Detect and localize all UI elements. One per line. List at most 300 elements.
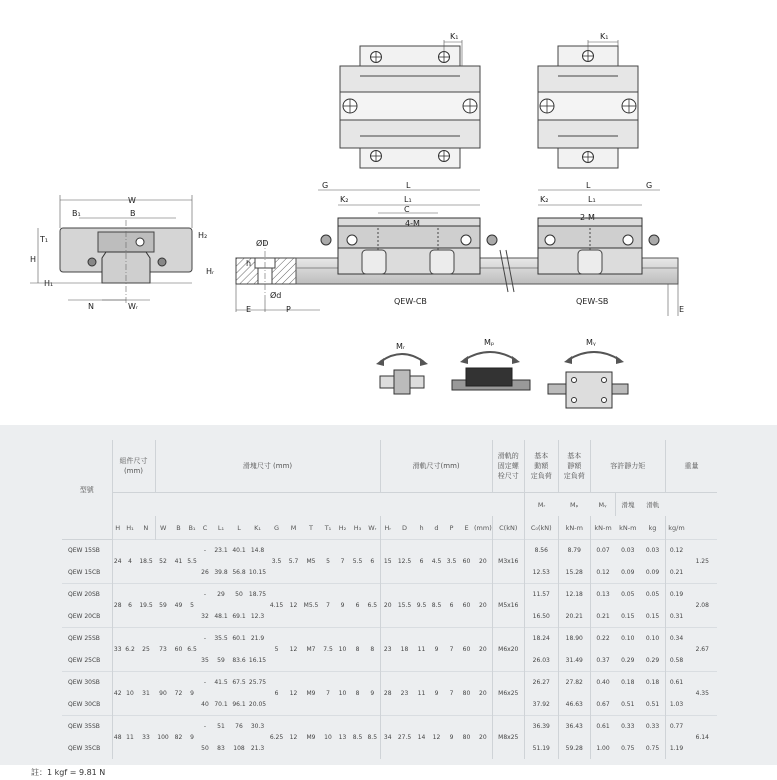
table-cell: 0.13 bbox=[590, 584, 615, 606]
label-g-right: G bbox=[646, 181, 653, 190]
column-header: L bbox=[237, 523, 241, 532]
table-cell: M9 bbox=[301, 716, 321, 760]
table-cell: 26 bbox=[201, 568, 209, 576]
label-od-small: Ød bbox=[270, 291, 282, 300]
table-cell: 6 bbox=[365, 540, 380, 584]
table-cell: 16.15 bbox=[248, 656, 267, 664]
table-cell: 3.5 bbox=[267, 540, 286, 584]
table-cell: 31 bbox=[137, 672, 155, 716]
table-cell: 60 bbox=[171, 628, 186, 672]
table-cell: 9 bbox=[444, 716, 459, 760]
table-cell: 72 bbox=[171, 672, 186, 716]
label-w: W bbox=[128, 196, 136, 205]
table-cell: 28 bbox=[380, 672, 395, 716]
table-cell: 9 bbox=[429, 672, 444, 716]
table-cell: 10 bbox=[335, 628, 350, 672]
table-cell: 0.09 bbox=[645, 568, 660, 576]
table-cell: 4.5 bbox=[429, 540, 444, 584]
dynamic-load-header: 基本 動額 定負荷 bbox=[524, 440, 558, 493]
column-header: D bbox=[401, 523, 407, 532]
table-cell: 48 bbox=[112, 716, 123, 760]
table-cell: 11.57 bbox=[524, 584, 558, 606]
label-h2: H₂ bbox=[198, 231, 208, 240]
assembly-header: 組件尺寸 (mm) bbox=[112, 440, 155, 493]
column-header: E bbox=[464, 523, 469, 532]
column-header: H₃ bbox=[353, 523, 362, 532]
table-cell: 30.3 bbox=[248, 716, 267, 738]
table-cell: 0.33 bbox=[640, 716, 665, 738]
column-header: kN-m bbox=[590, 516, 615, 540]
table-cell: 11 bbox=[123, 716, 137, 760]
table-cell: 28 bbox=[112, 584, 123, 628]
label-l1-cb: L₁ bbox=[404, 195, 412, 204]
table-cell: 80 bbox=[459, 672, 474, 716]
table-cell: 1.19 bbox=[665, 738, 687, 760]
table-cell: 4.35 bbox=[687, 672, 717, 716]
table-cell: 40.1 bbox=[230, 540, 248, 562]
model-cell: QEW 35CB bbox=[68, 744, 101, 752]
label-l1-sb: L₁ bbox=[588, 195, 596, 204]
table-cell: 6 bbox=[444, 584, 459, 628]
unit-note: 註：1 kgf = 9.81 N bbox=[31, 768, 106, 777]
table-cell: 18.24 bbox=[524, 628, 558, 650]
table-cell: 52 bbox=[155, 540, 171, 584]
moment-my-diagram bbox=[548, 338, 628, 408]
table-cell: 70.1 bbox=[214, 700, 228, 708]
column-header: (mm) bbox=[474, 523, 492, 532]
column-header: kN-m bbox=[558, 516, 590, 540]
table-cell: 0.19 bbox=[665, 584, 687, 606]
table-cell: 9 bbox=[186, 716, 198, 760]
table-cell: 6 bbox=[123, 584, 137, 628]
table-cell: 2.08 bbox=[687, 584, 717, 628]
table-cell: 40 bbox=[201, 700, 209, 708]
table-row bbox=[62, 628, 717, 650]
table-cell: 83.6 bbox=[232, 656, 246, 664]
table-cell: M6x25 bbox=[492, 672, 524, 716]
table-cell: 67.5 bbox=[230, 672, 248, 694]
label-qew-cb: QEW-CB bbox=[394, 297, 427, 306]
table-cell: 33 bbox=[137, 716, 155, 760]
table-cell: 0.51 bbox=[645, 700, 660, 708]
table-cell: 0.03 bbox=[640, 540, 665, 562]
model-cell: QEW 30SB bbox=[62, 672, 112, 694]
column-header: d bbox=[434, 523, 439, 532]
label-k1-sb: K₁ bbox=[600, 32, 609, 41]
table-cell: 0.29 bbox=[645, 656, 660, 664]
table-cell: 0.58 bbox=[665, 650, 687, 672]
table-cell: 7 bbox=[444, 628, 459, 672]
table-cell: 1.25 bbox=[687, 540, 717, 584]
table-cell: 18.75 bbox=[248, 584, 267, 606]
table-cell: 5.5 bbox=[350, 540, 365, 584]
table-cell: 4 bbox=[123, 540, 137, 584]
mp-sub-header: Mₚ bbox=[570, 500, 579, 509]
column-header: P bbox=[449, 523, 454, 532]
column-header: C₀(kN) bbox=[524, 516, 558, 540]
label-wr: Wᵣ bbox=[128, 302, 138, 311]
table-row bbox=[62, 672, 717, 694]
table-cell: 20.05 bbox=[248, 700, 267, 708]
table-cell: 26.03 bbox=[524, 650, 558, 672]
table-cell: - bbox=[198, 540, 212, 562]
column-header: C(kN) bbox=[492, 516, 524, 540]
model-cell: QEW 15CB bbox=[68, 568, 101, 576]
table-cell: 8 bbox=[365, 628, 380, 672]
table-cell: 0.15 bbox=[621, 612, 635, 620]
table-cell: 8 bbox=[350, 672, 365, 716]
table-cell: 2.67 bbox=[687, 628, 717, 672]
table-cell: 60 bbox=[459, 540, 474, 584]
column-header: h bbox=[419, 523, 424, 532]
table-cell: 48.1 bbox=[214, 612, 228, 620]
table-cell: 5 bbox=[267, 628, 286, 672]
block-header: 滑塊尺寸 (mm) bbox=[155, 440, 380, 493]
moment-header: 容許靜力矩 bbox=[590, 440, 665, 493]
table-cell: 19.5 bbox=[137, 584, 155, 628]
side-view bbox=[296, 181, 684, 316]
column-header: H₂ bbox=[338, 523, 347, 532]
table-cell: 12 bbox=[286, 628, 301, 672]
table-cell: 0.61 bbox=[590, 716, 615, 738]
table-cell: 96.1 bbox=[232, 700, 246, 708]
table-cell: 18.90 bbox=[558, 628, 590, 650]
table-row bbox=[62, 540, 717, 562]
table-cell: 6.5 bbox=[365, 584, 380, 628]
model-cell: QEW 25SB bbox=[62, 628, 112, 650]
label-my: Mᵧ bbox=[586, 338, 596, 347]
table-cell: 6.2 bbox=[123, 628, 137, 672]
column-header: Hᵣ bbox=[380, 516, 395, 540]
table-cell: 9.5 bbox=[414, 584, 429, 628]
column-header: N bbox=[143, 523, 149, 532]
table-cell: 8.5 bbox=[429, 584, 444, 628]
table-cell: M5x16 bbox=[492, 584, 524, 628]
table-cell: 20 bbox=[474, 628, 492, 672]
column-header: L₁ bbox=[217, 523, 225, 532]
top-view-cb bbox=[340, 32, 480, 168]
table-cell: 6.5 bbox=[186, 628, 198, 672]
table-cell: 36.39 bbox=[524, 716, 558, 738]
table-cell: 20 bbox=[474, 540, 492, 584]
table-cell: 0.29 bbox=[621, 656, 635, 664]
label-h1: H₁ bbox=[44, 279, 54, 288]
column-header: H₁ bbox=[126, 523, 134, 532]
label-t1: T₁ bbox=[40, 235, 49, 244]
table-cell: 0.12 bbox=[590, 562, 615, 584]
label-qew-sb: QEW-SB bbox=[576, 297, 609, 306]
moment-mp-diagram bbox=[452, 338, 530, 390]
label-k2-cb: K₂ bbox=[340, 195, 349, 204]
table-cell: 39.8 bbox=[214, 568, 228, 576]
table-cell: 100 bbox=[155, 716, 171, 760]
table-cell: 82 bbox=[171, 716, 186, 760]
table-cell: 8.5 bbox=[365, 716, 380, 760]
table-cell: 1.03 bbox=[665, 694, 687, 716]
table-cell: 49 bbox=[171, 584, 186, 628]
table-cell: 80 bbox=[459, 716, 474, 760]
table-cell: 0.34 bbox=[665, 628, 687, 650]
label-n: N bbox=[88, 302, 94, 311]
column-header: kg/m bbox=[665, 516, 687, 540]
table-cell: 0.15 bbox=[645, 612, 660, 620]
table-row bbox=[62, 584, 717, 606]
table-cell: 0.40 bbox=[590, 672, 615, 694]
table-cell: 60 bbox=[459, 584, 474, 628]
table-cell: 5.5 bbox=[186, 540, 198, 584]
table-cell: 12 bbox=[286, 672, 301, 716]
label-k1-cb: K₁ bbox=[450, 32, 459, 41]
table-cell: 59 bbox=[217, 656, 225, 664]
table-cell: 15 bbox=[380, 540, 395, 584]
table-cell: 0.51 bbox=[621, 700, 635, 708]
spec-table-panel bbox=[0, 425, 777, 765]
table-cell: 24 bbox=[112, 540, 123, 584]
table-cell: 1.00 bbox=[590, 738, 615, 760]
table-cell: 50 bbox=[230, 584, 248, 606]
model-header: 型號 bbox=[62, 440, 112, 540]
table-cell: M7 bbox=[301, 628, 321, 672]
table-cell: 9 bbox=[186, 672, 198, 716]
column-header: G bbox=[273, 523, 280, 532]
table-cell: 9 bbox=[429, 628, 444, 672]
table-cell: 0.67 bbox=[590, 694, 615, 716]
table-cell: 15.5 bbox=[395, 584, 414, 628]
table-cell: 0.10 bbox=[615, 628, 640, 650]
table-cell: 23 bbox=[380, 628, 395, 672]
model-cell: QEW 35SB bbox=[62, 716, 112, 738]
table-cell: 0.05 bbox=[615, 584, 640, 606]
table-cell: 46.63 bbox=[558, 694, 590, 716]
table-cell: 20.21 bbox=[558, 606, 590, 628]
label-h: H bbox=[30, 255, 37, 264]
table-cell: 9 bbox=[365, 672, 380, 716]
table-cell: 12.3 bbox=[250, 612, 265, 620]
table-cell: 20 bbox=[474, 584, 492, 628]
label-k2-sb: K₂ bbox=[540, 195, 549, 204]
table-cell: 12.5 bbox=[395, 540, 414, 584]
label-mp: Mₚ bbox=[484, 338, 495, 347]
table-cell: 35.5 bbox=[212, 628, 230, 650]
table-cell: M6x20 bbox=[492, 628, 524, 672]
block-weight-sub-header: 滑塊 bbox=[615, 493, 640, 517]
column-header: Wᵣ bbox=[368, 523, 377, 532]
table-cell: 6.14 bbox=[687, 716, 717, 760]
table-cell: 20 bbox=[380, 584, 395, 628]
table-cell: 27.5 bbox=[395, 716, 414, 760]
label-od: ØD bbox=[256, 239, 269, 248]
table-cell: 10 bbox=[335, 672, 350, 716]
table-cell: 0.12 bbox=[665, 540, 687, 562]
table-cell: 12 bbox=[286, 584, 301, 628]
static-load-header: 基本 靜額 定負荷 bbox=[558, 440, 590, 493]
table-cell: 0.18 bbox=[640, 672, 665, 694]
table-cell: 21.3 bbox=[250, 744, 265, 752]
table-cell: 6 bbox=[267, 672, 286, 716]
label-b: B bbox=[130, 209, 136, 218]
label-4m: 4-M bbox=[405, 219, 420, 228]
table-cell: 41 bbox=[171, 540, 186, 584]
table-cell: 0.22 bbox=[590, 628, 615, 650]
column-header: K₁ bbox=[254, 523, 261, 532]
table-cell: 0.09 bbox=[621, 568, 635, 576]
rail-header: 滑軌尺寸(mm) bbox=[380, 440, 492, 493]
table-cell: 12 bbox=[286, 716, 301, 760]
table-cell: 18 bbox=[395, 628, 414, 672]
table-cell: 5 bbox=[321, 540, 335, 584]
label-mr: Mᵣ bbox=[396, 342, 405, 351]
table-cell: - bbox=[198, 584, 212, 606]
table-cell: 90 bbox=[155, 672, 171, 716]
table-cell: 23 bbox=[395, 672, 414, 716]
bolt-header: 滑軌的 固定螺 栓尺寸 bbox=[492, 440, 524, 493]
model-cell: QEW 30CB bbox=[68, 700, 101, 708]
table-cell: 12.53 bbox=[524, 562, 558, 584]
table-cell: 32 bbox=[201, 612, 209, 620]
column-header: T₁ bbox=[324, 523, 332, 532]
table-cell: 69.1 bbox=[232, 612, 246, 620]
table-cell: 0.03 bbox=[615, 540, 640, 562]
moment-mr-diagram bbox=[376, 342, 428, 394]
table-cell: 31.49 bbox=[558, 650, 590, 672]
spec-table bbox=[62, 440, 717, 759]
table-cell: M5 bbox=[301, 540, 321, 584]
table-cell: 0.33 bbox=[615, 716, 640, 738]
table-cell: 0.21 bbox=[665, 562, 687, 584]
column-header: C bbox=[202, 523, 208, 532]
column-header: W bbox=[155, 516, 171, 540]
model-cell: QEW 25CB bbox=[68, 656, 101, 664]
label-g-left: G bbox=[322, 181, 329, 190]
mr-sub-header: Mᵣ bbox=[524, 493, 558, 517]
table-cell: 6 bbox=[414, 540, 429, 584]
table-cell: 25.75 bbox=[248, 672, 267, 694]
table-cell: 5 bbox=[186, 584, 198, 628]
table-cell: 10 bbox=[321, 716, 335, 760]
table-cell: 50 bbox=[201, 744, 209, 752]
table-cell: 35 bbox=[201, 656, 209, 664]
table-cell: 36.43 bbox=[558, 716, 590, 738]
column-header: H bbox=[112, 516, 123, 540]
table-cell: 9 bbox=[335, 584, 350, 628]
table-cell: 8 bbox=[350, 628, 365, 672]
column-header: kN-m bbox=[619, 523, 637, 532]
table-cell: 0.21 bbox=[590, 606, 615, 628]
table-cell: 6.25 bbox=[267, 716, 286, 760]
rail-weight-sub-header: 滑軌 bbox=[646, 501, 660, 509]
table-cell: 0.10 bbox=[640, 628, 665, 650]
table-cell: 41.5 bbox=[212, 672, 230, 694]
table-cell: 16.50 bbox=[524, 606, 558, 628]
model-cell: QEW 20CB bbox=[68, 612, 101, 620]
table-cell: 0.75 bbox=[645, 744, 660, 752]
model-cell: QEW 20SB bbox=[62, 584, 112, 606]
table-cell: 4.15 bbox=[267, 584, 286, 628]
table-cell: - bbox=[198, 628, 212, 650]
table-cell: 34 bbox=[380, 716, 395, 760]
top-view-sb bbox=[538, 32, 638, 168]
table-cell: 60.1 bbox=[230, 628, 248, 650]
table-cell: 0.75 bbox=[621, 744, 635, 752]
table-cell: 0.77 bbox=[665, 716, 687, 738]
table-cell: 76 bbox=[230, 716, 248, 738]
table-cell: 20 bbox=[474, 716, 492, 760]
table-cell: 5.7 bbox=[286, 540, 301, 584]
table-cell: 8.79 bbox=[558, 540, 590, 562]
label-l-cb: L bbox=[406, 181, 411, 190]
table-cell: 0.07 bbox=[590, 540, 615, 562]
table-cell: - bbox=[198, 672, 212, 694]
table-cell: 60 bbox=[459, 628, 474, 672]
table-cell: - bbox=[198, 716, 212, 738]
table-cell: 13 bbox=[335, 716, 350, 760]
label-b1: B₁ bbox=[72, 209, 81, 218]
table-cell: 7 bbox=[335, 540, 350, 584]
table-cell: 20 bbox=[474, 672, 492, 716]
table-cell: 10.15 bbox=[248, 568, 267, 576]
table-cell: 21.9 bbox=[248, 628, 267, 650]
table-cell: 6 bbox=[350, 584, 365, 628]
table-cell: 12 bbox=[429, 716, 444, 760]
my-sub-header: Mᵧ bbox=[598, 500, 607, 509]
table-cell: 3.5 bbox=[444, 540, 459, 584]
table-cell: M9 bbox=[301, 672, 321, 716]
table-cell: 0.31 bbox=[665, 606, 687, 628]
label-2m: 2-M bbox=[580, 213, 595, 222]
table-cell: 0.18 bbox=[615, 672, 640, 694]
table-cell: 0.37 bbox=[590, 650, 615, 672]
table-cell: 7 bbox=[321, 672, 335, 716]
model-cell: QEW 15SB bbox=[62, 540, 112, 562]
table-cell: 18.5 bbox=[137, 540, 155, 584]
table-cell: M8x25 bbox=[492, 716, 524, 760]
table-cell: 15.28 bbox=[558, 562, 590, 584]
table-cell: 42 bbox=[112, 672, 123, 716]
label-e-right: E bbox=[679, 305, 685, 314]
table-cell: 73 bbox=[155, 628, 171, 672]
label-l-sb: L bbox=[586, 181, 591, 190]
table-cell: 59.28 bbox=[558, 738, 590, 760]
label-c: C bbox=[404, 205, 410, 214]
column-header: B₁ bbox=[188, 523, 196, 532]
label-h-small: h bbox=[246, 259, 252, 268]
table-cell: 8.5 bbox=[350, 716, 365, 760]
table-cell: 33 bbox=[112, 628, 123, 672]
table-cell: 108 bbox=[233, 744, 245, 752]
table-cell: M3x16 bbox=[492, 540, 524, 584]
table-cell: 0.61 bbox=[665, 672, 687, 694]
table-cell: 27.82 bbox=[558, 672, 590, 694]
table-cell: 8.56 bbox=[524, 540, 558, 562]
table-cell: 0.05 bbox=[640, 584, 665, 606]
table-cell: 26.27 bbox=[524, 672, 558, 694]
table-cell: 37.92 bbox=[524, 694, 558, 716]
table-cell: 51 bbox=[212, 716, 230, 738]
column-header: T bbox=[309, 523, 313, 532]
table-cell: 23.1 bbox=[212, 540, 230, 562]
label-p: P bbox=[286, 305, 291, 314]
column-header: kg bbox=[648, 523, 657, 532]
table-cell: 83 bbox=[217, 744, 225, 752]
label-e-left: E bbox=[246, 305, 252, 314]
table-cell: 12.18 bbox=[558, 584, 590, 606]
weight-header: 重量 bbox=[665, 440, 717, 493]
label-hr: Hᵣ bbox=[206, 267, 215, 276]
table-cell: 11 bbox=[414, 628, 429, 672]
table-cell: M5.5 bbox=[301, 584, 321, 628]
table-cell: 11 bbox=[414, 672, 429, 716]
table-cell: 14.8 bbox=[248, 540, 267, 562]
